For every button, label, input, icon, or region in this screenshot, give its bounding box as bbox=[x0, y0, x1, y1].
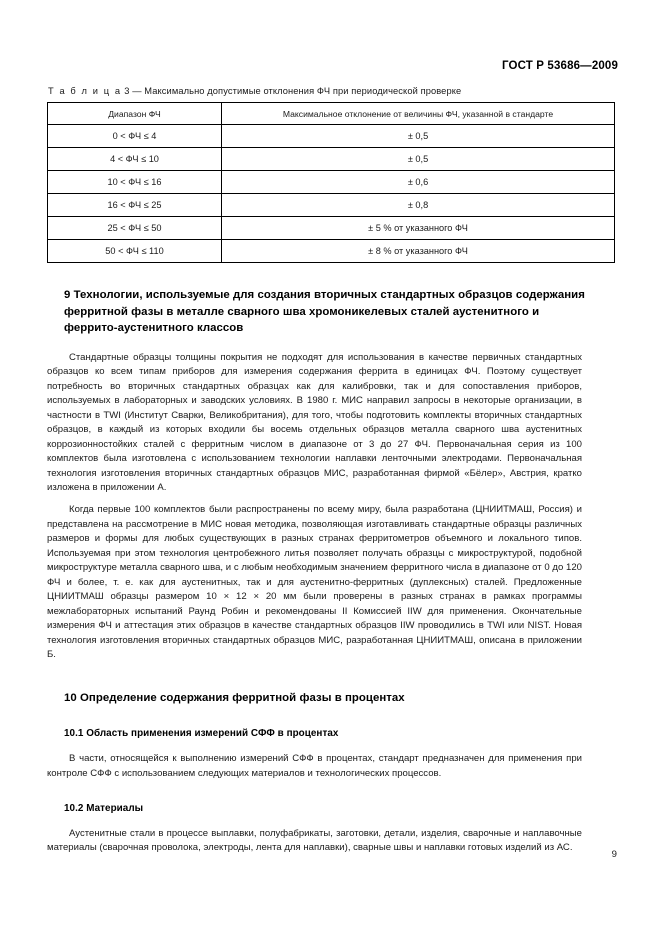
table-row bbox=[48, 240, 615, 263]
section-10-1-paragraph-wrap bbox=[47, 752, 582, 781]
cell-deviation: ± 5 % от указанного ФЧ bbox=[222, 217, 615, 240]
section-10-2-paragraph-wrap bbox=[47, 827, 582, 856]
cell-range: 16 < ФЧ ≤ 25 bbox=[48, 194, 222, 217]
running-header-standard-number: ГОСТ Р 53686—2009 bbox=[501, 60, 618, 72]
page-content bbox=[47, 86, 614, 856]
table-caption-text: 3 — Максимально допустимые отклонения ФЧ при периодической проверке bbox=[121, 86, 462, 96]
cell-deviation: ± 0,5 bbox=[222, 125, 615, 148]
section-9-paragraph-2-wrap bbox=[47, 503, 582, 663]
section-9-paragraph-1: Стандартные образцы толщины покрытия не подходят для использования в качестве первичных стандартных образцов ко всем типам приборов для измерения содержания феррита в единицах ФЧ. Поэтому существует потребность во вторичных стандартных образцах как для калибровки, так и для сопоставления приборов, используемых в лабораторных и заводских условиях. В 1980 г. МИС направил запросы в некоторые организации, в частности в TWI (Институт Сварки, Великобритания), для того, чтобы подготовить комплекты вторичных стандартных образцов, в каждый из которых входили бы восемь отдельных образцов металла сварного шва аустенитных коррозионностойких сталей с ферритным числом в диапазоне от 3 до 27 ФЧ. Первоначальная серия из 100 комплектов была изготовлена с использованием технологии наплавки ленточными электродами. Первоначальная технология изготовления вторичных стандартных образцов МИС, разработанная фирмой «Бёлер», Австрия, кратко изложена в приложении А. bbox=[47, 351, 582, 494]
cell-deviation: ± 0,6 bbox=[222, 171, 615, 194]
section-10-2-paragraph: Аустенитные стали в процессе выплавки, полуфабрикаты, заготовки, детали, изделия, сварочные и наплавочные материалы (сварочная проволока, электроды, лента для наплавки), сварные швы и наплавки готовых изделий из АС. bbox=[47, 827, 582, 854]
section-10-1-heading: 10.1 Область применения измерений СФФ в процентах bbox=[64, 728, 339, 740]
cell-range: 50 < ФЧ ≤ 110 bbox=[48, 240, 222, 263]
section-10-2-heading: 10.2 Материалы bbox=[64, 802, 144, 814]
section-10-2-heading-wrap bbox=[64, 803, 614, 814]
table-caption bbox=[48, 86, 614, 96]
section-10-1-paragraph: В части, относящейся к выполнению измерений СФФ в процентах, стандарт предназначен для применения при контроле СФФ с использованием следующих материалов и технологических процессов. bbox=[47, 753, 582, 780]
cell-deviation: ± 8 % от указанного ФЧ bbox=[222, 240, 615, 263]
section-9-heading-wrap bbox=[64, 287, 592, 337]
cell-range: 0 < ФЧ ≤ 4 bbox=[48, 125, 222, 148]
cell-range: 4 < ФЧ ≤ 10 bbox=[48, 148, 222, 171]
cell-deviation: ± 0,8 bbox=[222, 194, 615, 217]
section-9-heading: 9 Технологии, используемые для создания вторичных стандартных образцов содержания ферритной фазы в металле сварного шва хромоникелевых сталей аустенитного и феррито-аустенитного классов bbox=[64, 289, 585, 334]
cell-deviation: ± 0,5 bbox=[222, 148, 615, 171]
deviation-table bbox=[47, 102, 615, 263]
table-header-deviation: Максимальное отклонение от величины ФЧ, указанной в стандарте bbox=[222, 103, 615, 125]
section-10-heading: 10 Определение содержания ферритной фазы в процентах bbox=[64, 691, 405, 704]
table-row bbox=[48, 148, 615, 171]
cell-range: 25 < ФЧ ≤ 50 bbox=[48, 217, 222, 240]
table-head bbox=[48, 103, 615, 125]
section-10-1-heading-wrap bbox=[64, 728, 614, 739]
cell-range: 10 < ФЧ ≤ 16 bbox=[48, 171, 222, 194]
section-9-paragraph-2: Когда первые 100 комплектов были распространены по всему миру, была разработана (ЦНИИТМАШ, Россия) и представлена на рассмотрение в МИС новая методика, позволяющая изготавливать стандартные образцы различных размеров и формы для любых существующих в разных странах ферритометров объемного и локального типов. Используемая при этом технология центробежного литья позволяет получать образцы с микроструктурой, подобной микроструктуре металла сварного шва, и с любым необходимым значением ферритного числа в диапазоне от 0 до 120 ФЧ и более, т. е. как для аустенитных, так и для аустенитно-ферритных (дуплексных) сталей. Предложенные ЦНИИТМАШ образцы размером 10 × 12 × 20 мм были проверены в разных странах в рамках программы межлабораторных испытаний Раунд Робин и рекомендованы II Комиссией IIW для применения. Окончательные измерения ФЧ и аттестация этих образцов в качестве стандартных образцов IIW проводились в TWI или NIST. Новая технология изготовления вторичных стандартных образцов МИС, разработанная ЦНИИТМАШ, описана в приложении Б. bbox=[47, 503, 582, 661]
table-header-range: Диапазон ФЧ bbox=[48, 103, 222, 125]
page-number: 9 bbox=[611, 849, 617, 860]
table-header-row bbox=[48, 103, 615, 125]
section-9-paragraph-1-wrap bbox=[47, 351, 582, 496]
table-row bbox=[48, 217, 615, 240]
table-row bbox=[48, 194, 615, 217]
table-body bbox=[48, 125, 615, 263]
section-10-heading-wrap bbox=[64, 690, 592, 707]
table-row bbox=[48, 171, 615, 194]
table-caption-label: Т а б л и ц а bbox=[48, 86, 122, 96]
table-row bbox=[48, 125, 615, 148]
